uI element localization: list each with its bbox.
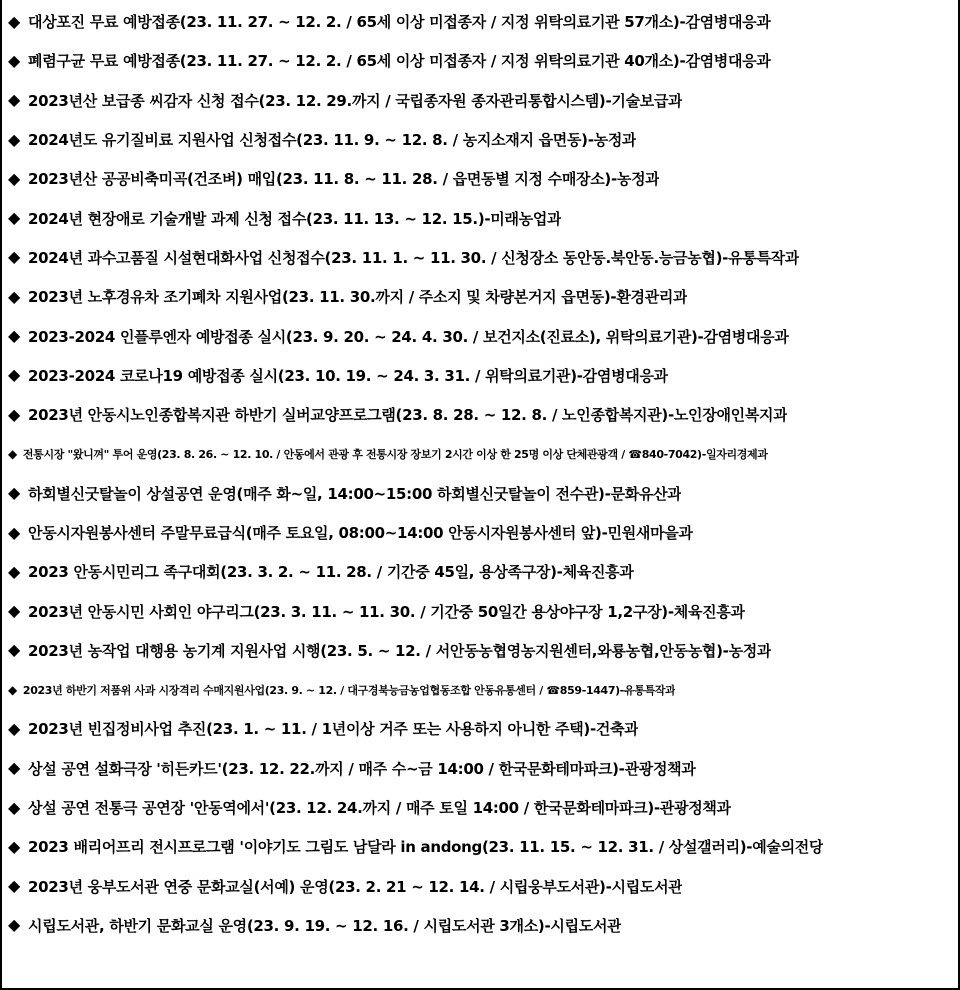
diamond-bullet-icon: ◆ [8,11,21,31]
notice-item[interactable] [2,238,958,277]
notice-text: 2024년 과수고품질 시설현대화사업 신청접수(23. 11. 1. ~ 11. 30. / 신청장소 동안동.북안동.능금농협)-유통특작과 [28,248,800,267]
diamond-bullet-icon: ◆ [8,168,21,188]
notice-item[interactable] [2,41,958,80]
notice-item[interactable] [2,709,958,748]
diamond-bullet-icon: ◆ [8,365,21,385]
notice-item[interactable] [2,356,958,395]
diamond-bullet-icon: ◆ [8,326,21,346]
diamond-bullet-icon: ◆ [8,682,17,697]
notice-item[interactable] [2,513,958,552]
notice-item[interactable] [2,120,958,159]
notice-text: 2023년 빈집정비사업 추진(23. 1. ~ 11. / 1년이상 거주 또는 사용하지 아니한 주택)-건축과 [28,720,639,739]
notice-text: 폐렴구균 무료 예방접종(23. 11. 27. ~ 12. 2. / 65세 이상 미접종자 / 지정 위탁의료기관 40개소)-감염병대응과 [28,52,771,71]
notice-text: 대상포진 무료 예방접종(23. 11. 27. ~ 12. 2. / 65세 이상 미접종자 / 지정 위탁의료기관 57개소)-감염병대응과 [28,13,771,32]
notice-text: 안동시자원봉사센터 주말무료급식(매주 토요일, 08:00~14:00 안동시자원봉사센터 앞)-민원새마을과 [28,524,693,542]
notice-text: 2023년 안동시민 사회인 야구리그(23. 3. 11. ~ 11. 30. / 기간중 50일간 용상야구장 1,2구장)-체육진흥과 [28,602,745,621]
diamond-bullet-icon: ◆ [8,404,21,424]
diamond-bullet-icon: ◆ [8,483,21,503]
notice-item[interactable] [2,277,958,316]
notice-item[interactable] [2,316,958,355]
diamond-bullet-icon: ◆ [8,50,21,70]
notice-text: 전통시장 "왔니껴" 투어 운영(23. 8. 26. ~ 12. 10. / 안동에서 관광 후 전통시장 장보기 2시간 이상 한 25명 이상 단체관광객 / ☎840-7042)-일자리경제과 [22,447,768,461]
notice-text: 2023년 안동시노인종합복지관 하반기 실버교양프로그램(23. 8. 28. ~ 12. 8. / 노인종합복지관)-노인장애인복지과 [28,406,788,425]
diamond-bullet-icon: ◆ [8,718,21,738]
notice-text: 상설 공연 설화극장 '히든카드'(23. 12. 22.까지 / 매주 수~금 14:00 / 한국문화테마파크)-관광정책과 [28,759,696,778]
notice-text: 2023년산 공공비축미곡(건조벼) 매입(23. 11. 8. ~ 11. 28. / 읍면동별 지정 수매장소)-농정과 [28,170,660,189]
diamond-bullet-icon: ◆ [8,561,21,581]
diamond-bullet-icon: ◆ [8,286,21,306]
notice-text: 2024년도 유기질비료 지원사업 신청접수(23. 11. 9. ~ 12. 8. / 농지소재지 읍면동)-농정과 [28,131,637,150]
notice-item[interactable] [2,474,958,513]
notice-text: 2023년 웅부도서관 연중 문화교실(서예) 운영(23. 2. 21 ~ 12. 14. / 시립웅부도서관)-시립도서관 [28,877,683,896]
diamond-bullet-icon: ◆ [8,876,21,896]
notice-item[interactable] [2,788,958,827]
notice-text: 2023년 농작업 대행용 농기계 지원사업 시행(23. 5. ~ 12. / 서안동농협영농지원센터,와룡농협,안동농협)-농정과 [28,641,772,660]
diamond-bullet-icon: ◆ [8,129,21,149]
diamond-bullet-icon: ◆ [8,247,21,267]
diamond-bullet-icon: ◆ [8,836,21,856]
notice-item[interactable] [2,591,958,630]
notice-text: 2023년 노후경유차 조기폐차 지원사업(23. 11. 30.까지 / 주소지 및 차량본거지 읍면동)-환경관리과 [28,288,688,307]
diamond-bullet-icon: ◆ [8,640,21,660]
notice-text: 2023년산 보급종 씨감자 신청 접수(23. 12. 29.까지 / 국립종자원 종자관리통합시스템)-기술보급과 [28,91,683,110]
notice-text: 상설 공연 전통극 공연장 '안동역에서'(23. 12. 24.까지 / 매주 토일 14:00 / 한국문화테마파크)-관광정책과 [28,799,731,818]
diamond-bullet-icon: ◆ [8,522,21,542]
notice-text: 2023년 하반기 저품위 사과 시장격리 수매지원사업(23. 9. ~ 12. / 대구경북능금농업협동조합 안동유통센터 / ☎859-1447)-유통특작과 [22,683,676,697]
notice-item[interactable] [2,631,958,670]
diamond-bullet-icon: ◆ [8,758,21,778]
notice-text: 2023 배리어프리 전시프로그램 '이야기도 그림도 남달라 in andong(23. 11. 15. ~ 12. 31. / 상설갤러리)-예술의전당 [28,838,824,857]
notice-item[interactable] [2,670,958,709]
diamond-bullet-icon: ◆ [8,915,21,935]
notice-item[interactable] [2,434,958,473]
diamond-bullet-icon: ◆ [8,208,21,228]
notice-item[interactable] [2,81,958,120]
notice-item[interactable] [2,749,958,788]
notice-text: 2024년 현장애로 기술개발 과제 신청 접수(23. 11. 13. ~ 12. 15.)-미래농업과 [28,209,562,228]
diamond-bullet-icon: ◆ [8,601,21,621]
notice-text: 2023 안동시민리그 족구대회(23. 3. 2. ~ 11. 28. / 기간중 45일, 용상족구장)-체육진흥과 [28,563,634,582]
notice-item[interactable] [2,198,958,237]
notice-item[interactable] [2,395,958,434]
notice-item[interactable] [2,827,958,866]
diamond-bullet-icon: ◆ [8,446,17,461]
notice-text: 2023-2024 코로나19 예방접종 실시(23. 10. 19. ~ 24. 3. 31. / 위탁의료기관)-감염병대응과 [28,366,668,385]
notice-text: 하회별신굿탈놀이 상설공연 운영(매주 화~일, 14:00~15:00 하회별신굿탈놀이 전수관)-문화유산과 [28,484,682,503]
notice-item[interactable] [2,159,958,198]
diamond-bullet-icon: ◆ [8,797,21,817]
notice-item[interactable] [2,552,958,591]
notice-item[interactable] [2,906,958,945]
notice-item[interactable] [2,2,958,41]
notice-text: 시립도서관, 하반기 문화교실 운영(23. 9. 19. ~ 12. 16. / 시립도서관 3개소)-시립도서관 [28,916,622,935]
diamond-bullet-icon: ◆ [8,90,21,110]
notice-text: 2023-2024 인플루엔자 예방접종 실시(23. 9. 20. ~ 24. 4. 30. / 보건지소(진료소), 위탁의료기관)-감염병대응과 [28,327,789,346]
notice-item[interactable] [2,867,958,906]
